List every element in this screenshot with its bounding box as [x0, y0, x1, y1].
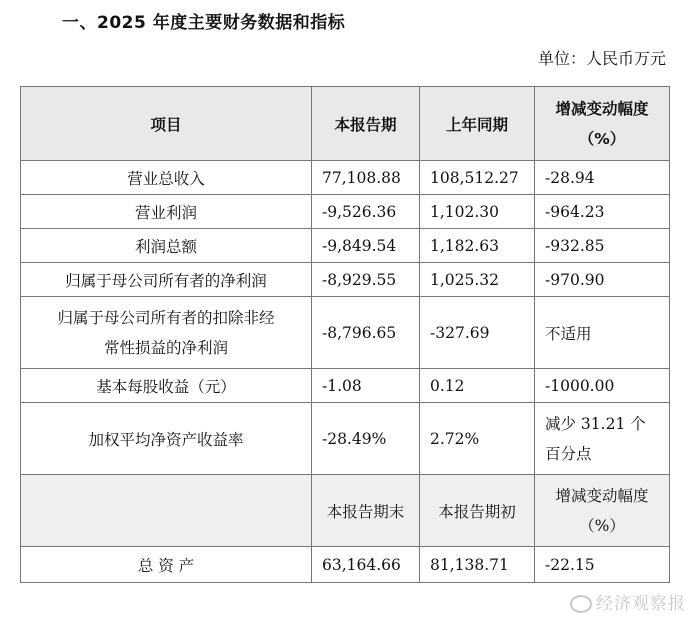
subheader-change	[535, 475, 670, 547]
cell-end: 63,164.66	[312, 547, 420, 583]
row-label: 营业利润	[21, 195, 312, 229]
financial-table	[20, 86, 670, 583]
row-label: 归属于母公司所有者的净利润	[21, 263, 312, 297]
header-item: 项目	[21, 87, 312, 161]
subheader-end: 本报告期末	[312, 475, 420, 547]
cell-change-line2: 百分点	[545, 444, 592, 463]
row-label: 营业总收入	[21, 161, 312, 195]
cell-change: -970.90	[535, 263, 670, 297]
section-heading: 一、2025 年度主要财务数据和指标	[62, 13, 346, 33]
row-label-line1: 归属于母公司所有者的扣除非经	[57, 308, 275, 327]
row-label: 加权平均净资产收益率	[21, 403, 312, 475]
cell-prior: 2.72%	[420, 403, 535, 475]
unit-label: 单位：人民币万元	[537, 49, 666, 68]
row-label: 总 资 产	[21, 547, 312, 583]
cell-change-line1: 减少 31.21 个	[545, 414, 646, 433]
watermark-text: 经济观察报	[596, 594, 686, 614]
cell-current: -8,929.55	[312, 263, 420, 297]
cell-change	[535, 403, 670, 475]
cell-change: -1000.00	[535, 369, 670, 403]
cell-current: -9,849.54	[312, 229, 420, 263]
cell-change: -28.94	[535, 161, 670, 195]
table-header-row	[21, 87, 670, 161]
table-row	[21, 263, 670, 297]
table-row	[21, 369, 670, 403]
table-row	[21, 547, 670, 583]
weibo-logo-icon	[570, 595, 592, 613]
table-row	[21, 161, 670, 195]
cell-prior: 108,512.27	[420, 161, 535, 195]
subheader-change-line1: 增减变动幅度	[555, 486, 649, 505]
row-label: 利润总额	[21, 229, 312, 263]
cell-change: -932.85	[535, 229, 670, 263]
cell-prior: 1,182.63	[420, 229, 535, 263]
cell-change: 不适用	[535, 297, 670, 369]
header-prior: 上年同期	[420, 87, 535, 161]
table-subheader-row	[21, 475, 670, 547]
subheader-change-line2: （%）	[579, 516, 625, 535]
cell-current: 77,108.88	[312, 161, 420, 195]
subheader-begin: 本报告期初	[420, 475, 535, 547]
cell-current: -8,796.65	[312, 297, 420, 369]
header-change-line1: 增减变动幅度	[555, 99, 649, 118]
header-current: 本报告期	[312, 87, 420, 161]
cell-prior: -327.69	[420, 297, 535, 369]
table-row	[21, 195, 670, 229]
cell-change: -22.15	[535, 547, 670, 583]
header-change	[535, 87, 670, 161]
row-label: 基本每股收益（元）	[21, 369, 312, 403]
cell-begin: 81,138.71	[420, 547, 535, 583]
watermark	[570, 589, 686, 614]
cell-prior: 1,025.32	[420, 263, 535, 297]
row-label-line2: 常性损益的净利润	[103, 338, 228, 357]
cell-prior: 0.12	[420, 369, 535, 403]
cell-change: -964.23	[535, 195, 670, 229]
table-row	[21, 229, 670, 263]
cell-current: -1.08	[312, 369, 420, 403]
subheader-blank	[21, 475, 312, 547]
table-row	[21, 403, 670, 475]
cell-current: -28.49%	[312, 403, 420, 475]
cell-prior: 1,102.30	[420, 195, 535, 229]
header-change-line2: （%）	[578, 129, 626, 148]
row-label	[21, 297, 312, 369]
cell-current: -9,526.36	[312, 195, 420, 229]
table-row	[21, 297, 670, 369]
